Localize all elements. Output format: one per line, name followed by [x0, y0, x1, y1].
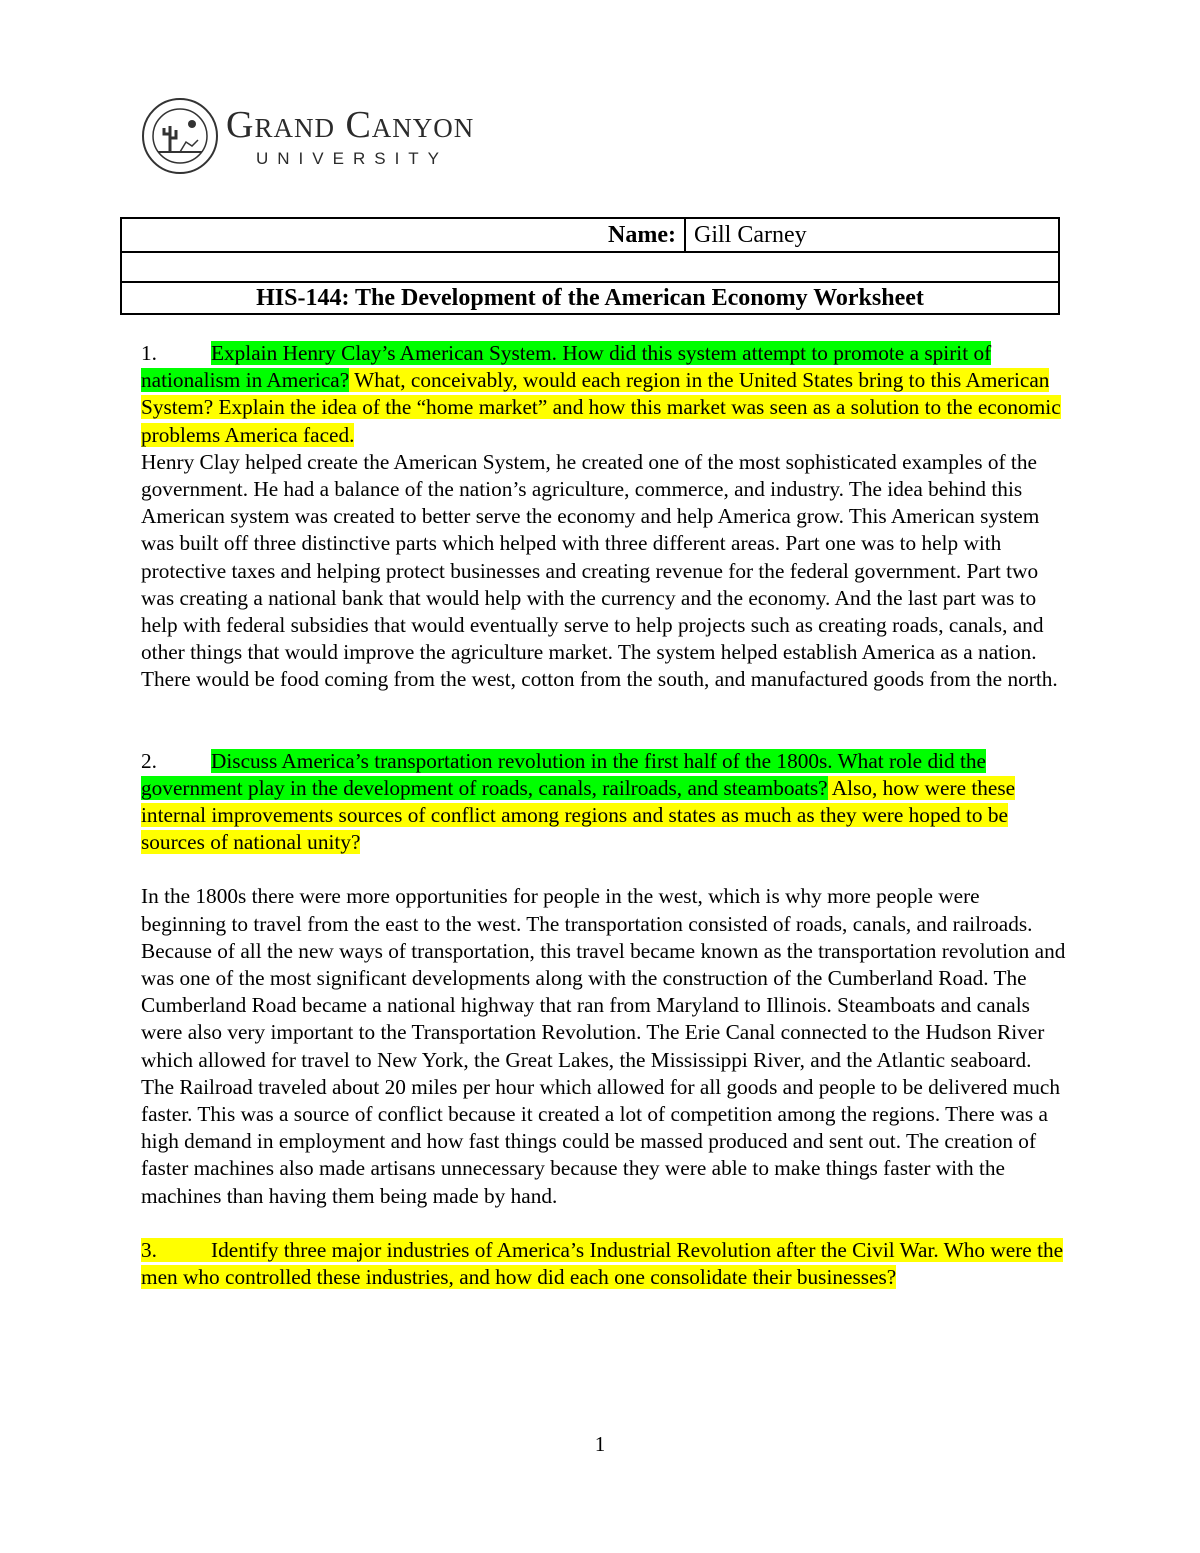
- spacer: [141, 694, 1066, 748]
- logo-line-1: Grand Canyon: [226, 103, 475, 146]
- university-seal-icon: [140, 96, 220, 176]
- question-3-yellow-text: [141, 1238, 1063, 1289]
- worksheet-title: HIS-144: The Development of the American Economy Worksheet: [121, 282, 1059, 314]
- question-2-number: 2.: [141, 748, 157, 773]
- page-number: 1: [594, 1432, 606, 1456]
- blank-row: [121, 252, 1059, 282]
- spacer: [141, 1210, 1066, 1237]
- question-1-green-text: Explain Henry Clay’s American System. How did this system attempt to promote a spirit of nationalism in America?: [141, 341, 992, 393]
- logo-line-2: UNIVERSITY: [256, 148, 449, 168]
- name-label: Name:: [121, 218, 685, 252]
- question-1: [141, 340, 1066, 449]
- question-1-yellow-text: What, conceivably, would each region in the United States bring to this American System? Explain the idea of the “home market” and how this market was seen as a solution to the economic problems America faced.: [141, 368, 1061, 447]
- question-2-yellow-text: Also, how were these internal improvements sources of conflict among regions and states as much as they were hoped to be sources of national unity?: [141, 775, 1016, 855]
- answer-1: Henry Clay helped create the American System, he created one of the most sophisticated examples of the government. He had a balance of the nation’s agriculture, commerce, and industry. The idea behind this American system was created to better serve the economy and help America grow. This American system was built off three distinctive parts which helped with three different areas. Part one was to help with protective taxes and helping protect businesses and creating revenue for the federal government. Part two was creating a national bank that would help with the currency and the economy. And the last part was to help with federal subsidies that would eventually serve to help projects such as creating roads, canals, and other things that would improve the agriculture market. The system helped establish America as a nation. There would be food coming from the west, cotton from the south, and manufactured goods from the north.: [141, 449, 1058, 692]
- name-value: Gill Carney: [685, 218, 1059, 252]
- question-3: [141, 1237, 1066, 1291]
- university-logo: [140, 96, 474, 176]
- question-2-green-text: Discuss America’s transportation revolution in the first half of the 1800s. What role did the government play in the development of roads, canals, railroads, and steamboats?: [141, 748, 987, 800]
- question-2: [141, 748, 1066, 857]
- question-1-number: 1.: [141, 341, 157, 365]
- question-3-text: Identify three major industries of America’s Industrial Revolution after the Civil War. Who were the men who controlled these industries, and how did each one consolidate their businesses?: [141, 1237, 1064, 1290]
- answer-2: In the 1800s there were more opportunities for people in the west, which is why more people were beginning to travel from the east to the west. The transportation consisted of roads, canals, and railroads. Because of all the new ways of transportation, this travel became known as the transportation revolution and was one of the most significant developments along with the construction of the Cumberland Road. The Cumberland Road became a national highway that ran from Maryland to Illinois. Steamboats and canals were also very important to the Transportation Revolution. The Erie Canal connected to the Hudson River which allowed for travel to New York, the Great Lakes, the Mississippi River, and the Atlantic seaboard. The Railroad traveled about 20 miles per hour which allowed for all goods and people to be delivered much faster. This was a source of conflict because it created a lot of competition among the regions. There was a high demand in employment and how fast things could be massed produced and sent out. The creation of faster machines also made artisans unnecessary because they were able to make things faster with the machines than having them being made by hand.: [141, 884, 1066, 1208]
- header-table: [120, 217, 1060, 315]
- spacer: [141, 856, 1066, 883]
- worksheet-body: [141, 340, 1066, 1291]
- question-3-number: 3.: [141, 1237, 157, 1262]
